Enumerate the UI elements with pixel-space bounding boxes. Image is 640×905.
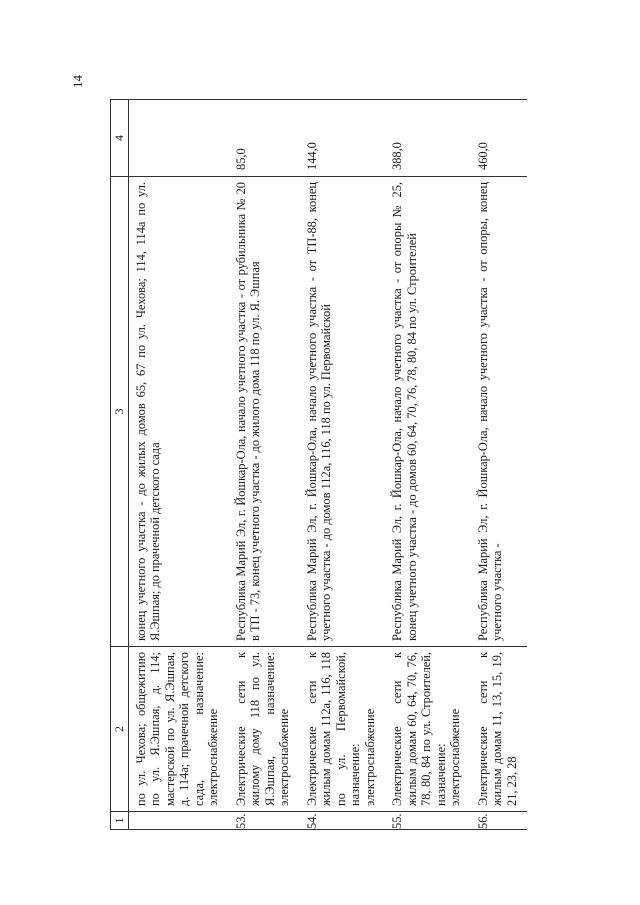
row-number: 56. — [471, 812, 528, 830]
property-table — [110, 99, 527, 830]
rotated-table-sheet — [110, 100, 540, 830]
object-value: 144,0 — [300, 100, 386, 177]
row-number: 53. — [229, 812, 300, 830]
object-value — [128, 100, 229, 177]
object-name: Электрические сети к жилым домам 112а, 116, 118 по ул. Первомайской, назначение: электроснабжение — [300, 647, 386, 812]
object-location: Республика Марий Эл, г. Йошкар-Ола, начало учетного участка - от опоры, конец учетного участка - — [471, 177, 528, 647]
header-col-2: 2 — [111, 647, 129, 812]
object-value: 85,0 — [229, 100, 300, 177]
table-row — [300, 100, 386, 830]
table-row — [385, 100, 471, 830]
table-row — [471, 100, 528, 830]
page-number: 14 — [70, 75, 85, 88]
header-col-1: 1 — [111, 812, 129, 830]
table-row — [128, 100, 229, 830]
row-number: 54. — [300, 812, 386, 830]
row-number — [128, 812, 229, 830]
object-name: Электрические сети к жилым домам 11, 13, 15, 19, 21, 23, 28 — [471, 647, 528, 812]
object-value: 460,0 — [471, 100, 528, 177]
object-name: по ул. Чехова; общежитию по ул. Я.Эшпая, д. 114; мастерской по ул. Я.Эшпая, д. 114а; прачечной детского сада, назначение: электроснабжение — [128, 647, 229, 812]
object-location: конец учетного участка - до жилых домов 65, 67 по ул. Чехова; 114, 114а по ул. Я.Эшпая; до прачечной детского сада — [128, 177, 229, 647]
header-row — [111, 100, 129, 830]
header-col-4: 4 — [111, 100, 129, 177]
object-location: Республика Марий Эл, г. Йошкар-Ола, начало учетного участка - от рубильника № 20 в ТП - 73, конец учетного участка - до жилого дома 118 по ул. Я. Эшпая — [229, 177, 300, 647]
object-location: Республика Марий Эл, г. Йошкар-Ола, начало учетного участка - от опоры № 25, конец учетного участка - до домов 60, 64, 70, 76, 78, 80, 84 по ул. Строителей — [385, 177, 471, 647]
header-col-3: 3 — [111, 177, 129, 647]
object-name: Электрические сети к жилому дому 118 по ул. Я.Эшпая, назначение: электроснабжение — [229, 647, 300, 812]
table-row — [229, 100, 300, 830]
object-value: 388,0 — [385, 100, 471, 177]
object-location: Республика Марий Эл, г. Йошкар-Ола, начало учетного участка - от ТП-88, конец учетного участка - до домов 112а, 116, 118 по ул. Первомайской — [300, 177, 386, 647]
object-name: Электрические сети к жилым домам 60, 64, 70, 76, 78, 80, 84 по ул. Строителей, назначение: электроснабжение — [385, 647, 471, 812]
row-number: 55. — [385, 812, 471, 830]
